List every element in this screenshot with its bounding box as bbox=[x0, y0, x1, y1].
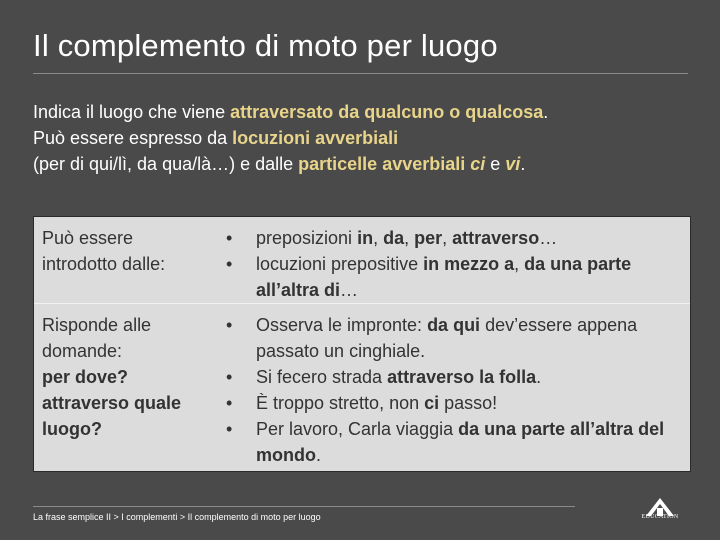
item-text: Per lavoro, Carla viaggia bbox=[256, 419, 459, 439]
item-bold: ci bbox=[424, 393, 440, 413]
item-bold: da qui bbox=[427, 315, 481, 335]
list-item bbox=[226, 364, 681, 390]
item-bold: attraverso bbox=[452, 228, 540, 248]
item-text: Si fecero strada bbox=[256, 367, 388, 387]
item-text: Osserva le impronte: bbox=[256, 315, 428, 335]
bullet: • bbox=[226, 254, 233, 274]
table-row bbox=[34, 304, 690, 471]
intro-highlight: vi bbox=[505, 154, 521, 174]
title-divider bbox=[33, 73, 688, 74]
list-item bbox=[226, 251, 681, 303]
publisher-logo-text: EDUCATION bbox=[641, 514, 679, 520]
item-text: passo! bbox=[439, 393, 498, 413]
intro-text-part: . bbox=[520, 154, 526, 174]
item-text: , bbox=[514, 254, 525, 274]
intro-highlight: locuzioni avverbiali bbox=[232, 128, 399, 148]
intro-text-part: e bbox=[485, 154, 506, 174]
row-label-line: Può essere bbox=[42, 228, 134, 248]
slide-title: Il complemento di moto per luogo bbox=[33, 28, 498, 63]
intro-text-part: (per di qui/lì, da qua/là…) e dalle bbox=[33, 154, 299, 174]
row-label bbox=[42, 312, 212, 442]
list-item bbox=[226, 416, 681, 468]
intro-line-3 bbox=[33, 151, 693, 177]
item-bold: da una parte all’altra di bbox=[256, 254, 632, 300]
intro-line-2 bbox=[33, 125, 693, 151]
intro-text-part: Può essere espresso da bbox=[33, 128, 233, 148]
bullet: • bbox=[226, 393, 233, 413]
intro-highlight: attraversato da qualcuno o qualcosa bbox=[230, 102, 544, 122]
list-item bbox=[226, 390, 681, 416]
bullet: • bbox=[226, 419, 233, 439]
item-bold: attraverso la folla bbox=[387, 367, 537, 387]
row-label-line: luogo? bbox=[42, 419, 102, 439]
item-text: … bbox=[340, 280, 359, 300]
footer-breadcrumb: La frase semplice II > I complementi > Il complemento di moto per luogo bbox=[33, 512, 321, 522]
info-table bbox=[33, 216, 691, 472]
row-label-line: attraverso quale bbox=[42, 393, 182, 413]
item-text: , bbox=[442, 228, 453, 248]
row-label-line: per dove? bbox=[42, 367, 129, 387]
intro-text-part: Indica il luogo che viene bbox=[33, 102, 231, 122]
item-text: È troppo stretto, non bbox=[256, 393, 425, 413]
list-item bbox=[226, 312, 681, 364]
item-text: . bbox=[316, 445, 322, 465]
item-text: preposizioni bbox=[256, 228, 358, 248]
intro-highlight: ci bbox=[470, 154, 486, 174]
item-text: . bbox=[536, 367, 542, 387]
row-items bbox=[226, 312, 681, 468]
row-items bbox=[226, 225, 681, 303]
item-text: … bbox=[539, 228, 558, 248]
bullet: • bbox=[226, 228, 233, 248]
item-bold: per bbox=[414, 228, 443, 248]
item-bold: in mezzo a bbox=[423, 254, 515, 274]
bullet: • bbox=[226, 315, 233, 335]
bullet: • bbox=[226, 367, 233, 387]
intro-text-part: . bbox=[543, 102, 549, 122]
item-text: , bbox=[373, 228, 384, 248]
row-label-line: Risponde alle bbox=[42, 315, 152, 335]
table-row bbox=[34, 217, 690, 303]
list-item bbox=[226, 225, 681, 251]
item-bold: in bbox=[357, 228, 374, 248]
item-text: locuzioni prepositive bbox=[256, 254, 424, 274]
intro-line-1 bbox=[33, 99, 693, 125]
item-bold: da una parte all’altra del mondo bbox=[256, 419, 665, 465]
row-label-line: introdotto dalle: bbox=[42, 254, 166, 274]
intro-highlight: particelle avverbiali bbox=[298, 154, 471, 174]
item-text: dev’essere appena passato un cinghiale. bbox=[256, 315, 638, 361]
row-label bbox=[42, 225, 212, 277]
item-text: , bbox=[404, 228, 415, 248]
item-bold: da bbox=[383, 228, 405, 248]
intro-text bbox=[33, 99, 693, 177]
footer-divider bbox=[33, 506, 575, 507]
row-label-line: domande: bbox=[42, 341, 123, 361]
